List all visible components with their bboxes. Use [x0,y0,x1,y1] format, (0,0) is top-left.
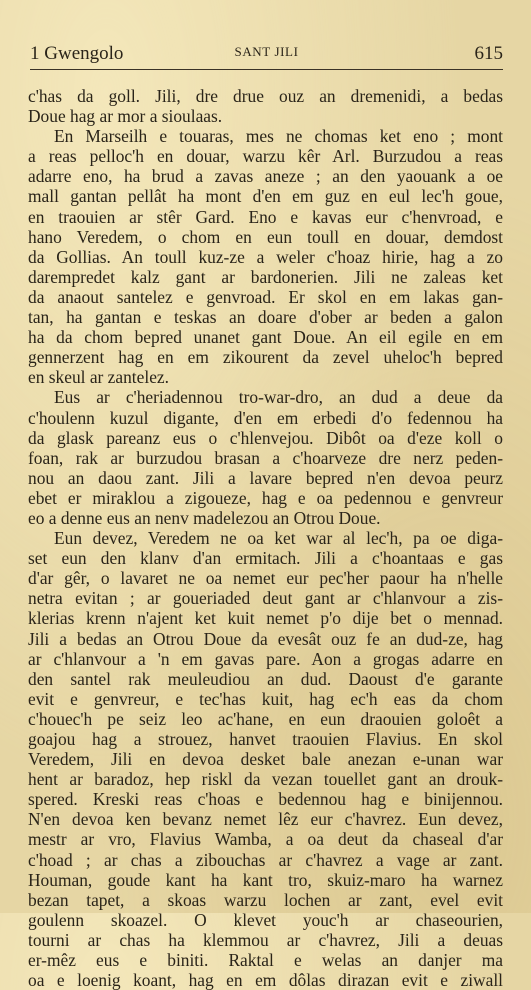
text-line: da Gollias. An toull kuz-ze a weler c'hoaz hirie, hag a zo [28,246,503,267]
text-line: c'hoad ; ar chas a zibouchas ar c'havrez a vage ar zant. [28,849,503,870]
text-line: spered. Kreski reas c'hoas e bedennou hag e binijennou. [28,789,503,810]
text-line: mall gantan pellât ha mont d'en em guz en eul lec'h goue, [28,186,503,207]
text-line: ebet er miraklou a zigoueze, hag e oa pedennou e genvreur [28,487,503,508]
text-line: c'houec'h pe seiz leo ac'hane, en eun draouien goloêt a [28,708,503,729]
text-line: nou an daou zant. Jili a lavare bepred n'en devoa peurz [28,467,503,488]
header-date: 1 Gwengolo [30,43,124,64]
page-number: 615 [474,43,503,64]
text-line: darempredet kalz gant ar bardonerien. Jili ne zaleas ket [28,266,503,287]
text-line: evit e genvreur, e tec'has kuit, hag ec'h eas da chom [28,688,503,709]
text-line: Veredem, Jili en devoa desket bale anezan e-unan war [28,749,503,770]
text-line: da glask pareanz eus o c'hlenvejou. Dibôt oa d'eze koll o [28,427,503,448]
text-line: set eun den klanv d'an ermitach. Jili a c'hoantaas e gas [28,548,503,569]
text-line: Houman, goude kant ha kant tro, skuiz-maro ha warnez [28,869,503,890]
text-line: bezan tapet, a skoas warzu lochen ar zant, evel evit [28,889,503,910]
text-line: hent ar baradoz, hep riskl da vezan touellet gant an drouk- [28,769,503,790]
text-line: eo a denne eus an nenv madelezou an Otrou Doue. [28,507,381,528]
text-line: oa e loenig koant, hag en em dôlas dirazan evit e ziwall [28,970,503,990]
header-title: SANT JILI [234,44,299,59]
text-line: Eus ar c'heriadennou tro-war-dro, an dud a deue da [54,387,503,408]
header-rule [30,69,503,70]
text-line: a reas pelloc'h en douar, warzu kêr Arl. Burzudou a reas [28,146,503,167]
text-line: den santel rak meuleudiou an dud. Daoust d'e garante [28,668,503,689]
text-line: gennerzent hag en em zikourent da zevel uheloc'h bepred [28,347,503,368]
text-line: Eun devez, Veredem ne oa ket war al lec'h, pa oe diga- [54,528,503,549]
text-line: Doue hag ar mor a sioulaas. [28,106,223,127]
text-line: da anaout santelez e genvroad. Er skol en em lakas gan- [28,286,503,307]
text-line: tourni ar chas ha klemmou ar c'havrez, Jili a deuas [28,929,503,950]
running-header [30,40,503,64]
text-line: en traouien ar stêr Gard. Eno e kavas eur c'henvroad, e [28,206,503,227]
text-line: hano Veredem, o chom en eun toull en douar, demdost [28,226,503,247]
text-line: d'ar gêr, o lavaret ne oa nemet eur pec'her paour ha n'helle [28,568,503,589]
text-line: Jili a bedas an Otrou Doue da evesât ouz fe an dud-ze, hag [28,628,503,649]
text-line: er-mêz eus e biniti. Raktal e welas an danjer ma [28,950,503,971]
text-line: en skeul ar zantelez. [28,367,169,388]
text-line: adarre eno, ha brud a zavas aneze ; an den yaouank a oe [28,166,503,187]
text-line: mestr ar vro, Flavius Wamba, a oa deut da chaseal d'ar [28,829,503,850]
text-line: goulenn skoazel. O klevet youc'h ar chaseourien, [28,909,503,930]
text-line: En Marseilh e touaras, mes ne chomas ket eno ; mont [54,126,503,147]
text-line: tan, ha gantan e teskas an doare d'ober ar beden a galon [28,307,503,328]
text-line: ar c'hlanvour a 'n em gavas pare. Aon a grogas adarre en [28,648,503,669]
body-text [28,86,503,990]
text-line: klerias krenn n'ajent ket kuit nemet p'o dije bet o mennad. [28,608,503,629]
text-line: c'houlenn kuzul digante, d'en em erbedi d'o fedennou ha [28,407,503,428]
text-line: ha da chom bepred unanet gant Doue. An eil egile en em [28,327,503,348]
text-line: c'has da goll. Jili, dre drue ouz an dremenidi, a bedas [28,86,503,106]
text-line: foan, rak ar burzudou brasan a c'hoarveze dre nerz peden- [28,447,503,468]
text-line: goajou hag a strouez, hanvet traouien Flavius. En skol [28,729,503,749]
text-line: netra evitan ; ar goueriaded deut gant ar c'hlanvour a zis- [28,588,503,609]
text-line: N'en devoa ken bevanz nemet lêz eur c'havrez. Eun devez, [28,809,503,830]
